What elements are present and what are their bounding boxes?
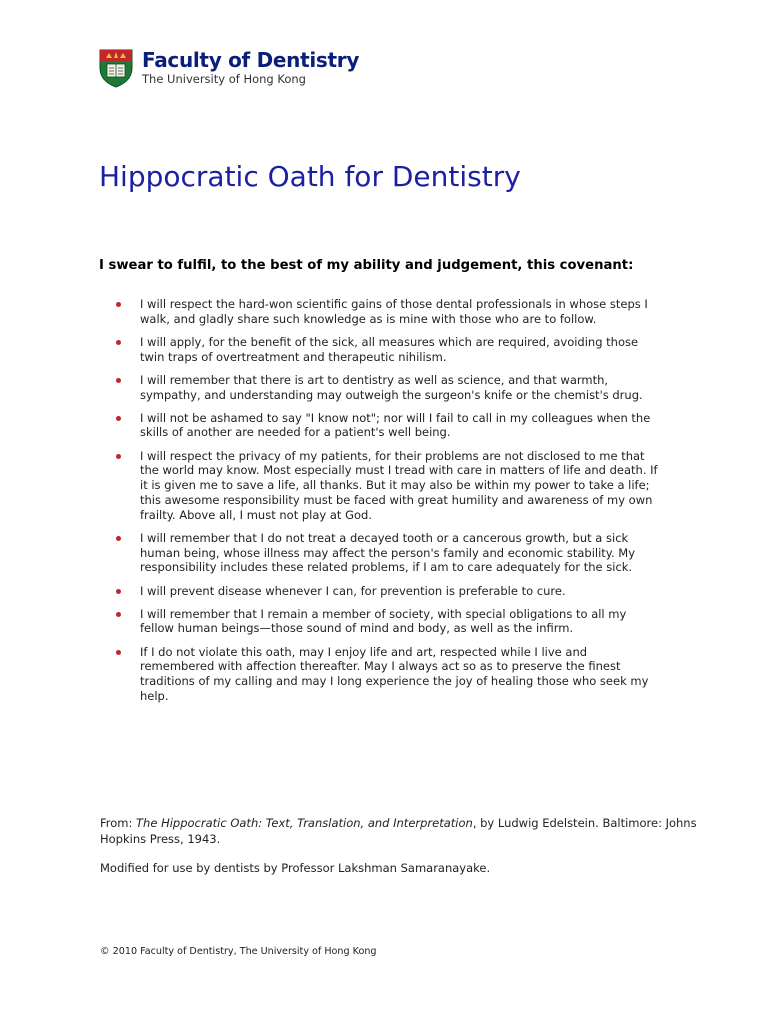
oath-item-text: I will apply, for the benefit of the sick, all measures which are required, avoiding those twin traps of overtreatment and therapeutic nihilism. [140, 334, 639, 364]
bullet-icon [116, 612, 121, 617]
citation-prefix: From: [100, 816, 137, 830]
modified-note: Modified for use by dentists by Professor Lakshman Samaranayake. [100, 861, 491, 875]
bullet-icon [116, 454, 121, 459]
bullet-icon [116, 536, 121, 541]
header-logo [98, 47, 359, 89]
oath-item-text: I will remember that I remain a member of society, with special obligations to all my fellow human beings—those sound of mind and body, as well as the infirm. [140, 606, 627, 636]
university-crest-icon [98, 48, 134, 88]
brand-name: Faculty of Dentistry [142, 48, 360, 73]
oath-item-text: I will not be ashamed to say "I know not"; nor will I fail to call in my colleagues when the skills of another are needed for a patient's well being. [140, 410, 651, 440]
bullet-icon [116, 302, 121, 307]
oath-item [100, 373, 660, 403]
footer-copyright: © 2010 Faculty of Dentistry, The University of Hong Kong [100, 946, 377, 957]
oath-item [100, 411, 660, 441]
bullet-icon [116, 416, 121, 421]
bullet-icon [116, 589, 121, 594]
oath-item-text: I will remember that I do not treat a decayed tooth or a cancerous growth, but a sick human being, whose illness may affect the person's family and economic stability. My responsibility includes these related problems, if I am to care adequately for the sick. [140, 530, 635, 575]
oath-item [100, 584, 660, 599]
oath-item-text: I will prevent disease whenever I can, for prevention is preferable to cure. [140, 583, 566, 598]
oath-list [100, 297, 660, 712]
oath-item [100, 645, 660, 704]
oath-item-text: I will respect the privacy of my patients, for their problems are not disclosed to me that the world may know. Most especially must I tread with care in matters of life and death. If it is given me to save a life, all thanks. But it may also be within my power to take a life; this awesome responsibility must be faced with great humility and awareness of my own frailty. Above all, I must not play at God. [140, 448, 658, 522]
bullet-icon [116, 650, 121, 655]
source-citation [100, 816, 700, 847]
oath-item-text: I will remember that there is art to dentistry as well as science, and that warmth, sympathy, and understanding may outweigh the surgeon's knife or the chemist's drug. [140, 372, 643, 402]
oath-item [100, 335, 660, 365]
brand-subtitle: The University of Hong Kong [142, 72, 306, 87]
oath-item-text: I will respect the hard-won scientific gains of those dental professionals in whose steps I walk, and gladly share such knowledge as is mine with those who are to follow. [140, 297, 648, 326]
oath-item [100, 297, 660, 327]
oath-item-text: If I do not violate this oath, may I enjoy life and art, respected while I live and remembered with affection thereafter. May I always act so as to preserve the finest traditions of my calling and may I long experience the joy of healing those who seek my help. [140, 644, 649, 703]
oath-item [100, 531, 660, 575]
oath-item [100, 449, 660, 523]
bullet-icon [116, 340, 121, 345]
bullet-icon [116, 378, 121, 383]
citation-suffix: , by Ludwig Edelstein. Baltimore: Johns Hopkins Press, 1943. [100, 816, 697, 846]
brand-block [142, 50, 359, 86]
covenant-statement: I swear to fulfil, to the best of my ability and judgement, this covenant: [99, 258, 634, 273]
citation-book-title: The Hippocratic Oath: Text, Translation, and Interpretation [136, 816, 473, 830]
oath-item [100, 607, 660, 637]
page-title: Hippocratic Oath for Dentistry [99, 160, 521, 193]
